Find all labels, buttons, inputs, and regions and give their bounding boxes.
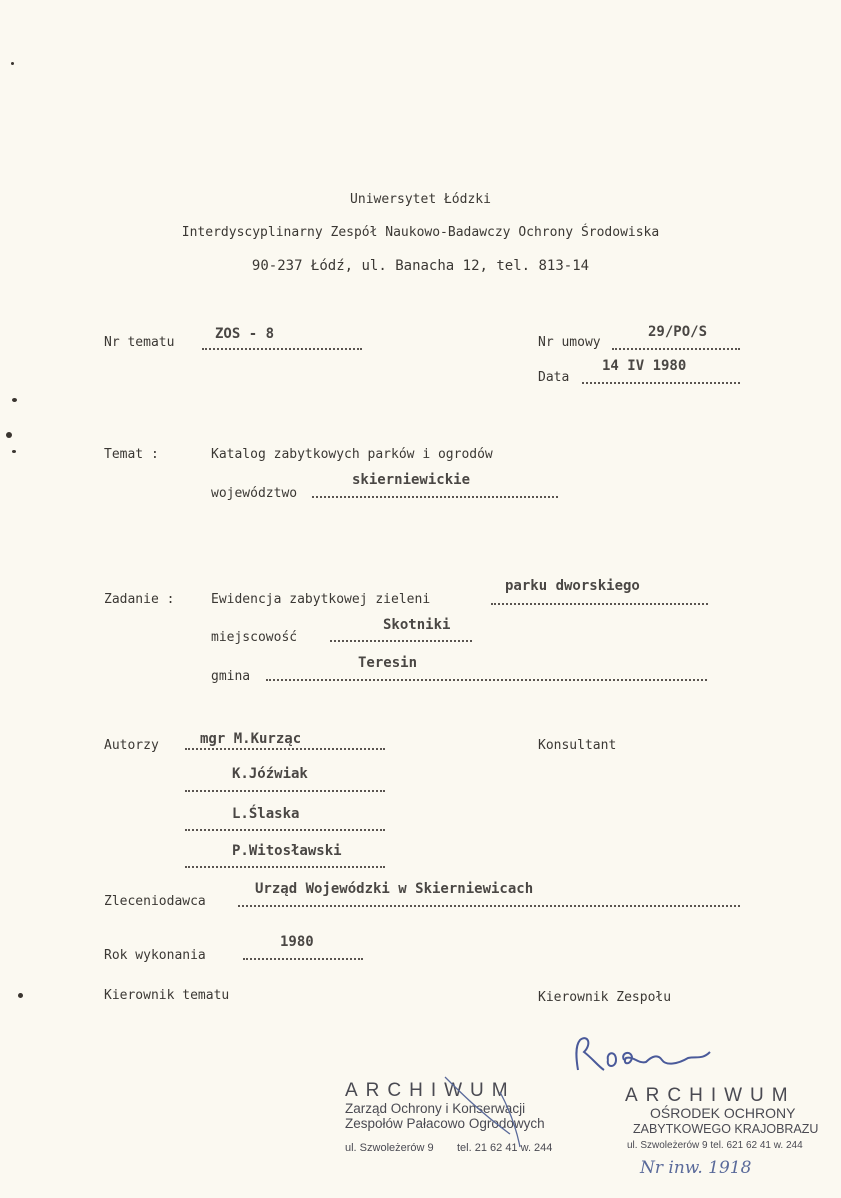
stamp-left-phone: tel. 21 62 41 w. 244 bbox=[457, 1142, 553, 1154]
dotted-line bbox=[185, 790, 385, 792]
data-value: 14 IV 1980 bbox=[602, 358, 687, 374]
dotted-line bbox=[238, 905, 740, 907]
inventory-note: Nr inw. 1918 bbox=[640, 1158, 752, 1178]
dotted-line bbox=[185, 866, 385, 868]
stamp-right-line: ul. Szwoleżerów 9 tel. 621 62 41 w. 244 bbox=[627, 1140, 803, 1151]
stamp-left-line: Zespołów Pałacowo Ogrodowych bbox=[345, 1116, 545, 1131]
gmina-value: Teresin bbox=[358, 655, 418, 671]
miejscowosc-label: miejscowość bbox=[211, 630, 298, 645]
stamp-left-line: Zarząd Ochrony i Konserwacji bbox=[345, 1101, 526, 1116]
stamp-left-title: ARCHIWUM bbox=[345, 1080, 516, 1101]
dotted-line bbox=[202, 348, 362, 350]
autorzy-label: Autorzy bbox=[104, 738, 159, 753]
paper-speck bbox=[18, 993, 23, 998]
author-name: L.Ślaska bbox=[232, 806, 300, 822]
stamp-overwrite-lines bbox=[440, 1072, 553, 1154]
nr-umowy-value: 29/PO/S bbox=[648, 324, 708, 340]
zadanie-text: Ewidencja zabytkowej zieleni bbox=[211, 592, 431, 607]
wojewodztwo-value: skierniewickie bbox=[352, 472, 471, 488]
stamp-left-address: ul. Szwoleżerów 9 bbox=[345, 1142, 434, 1154]
paper-speck bbox=[11, 62, 14, 65]
zleceniodawca-value: Urząd Wojewódzki w Skierniewicach bbox=[255, 881, 534, 897]
zadanie-value: parku dworskiego bbox=[505, 578, 640, 594]
dotted-line bbox=[612, 348, 740, 350]
temat-text: Katalog zabytkowych parków i ogrodów bbox=[211, 447, 493, 462]
nr-tematu-value: ZOS - 8 bbox=[215, 326, 275, 342]
stamp-right-line: ZABYTKOWEGO KRAJOBRAZU bbox=[633, 1122, 819, 1136]
zleceniodawca-label: Zleceniodawca bbox=[104, 894, 206, 909]
dotted-line bbox=[185, 748, 385, 750]
dotted-line bbox=[582, 382, 740, 384]
stamp-right-title: ARCHIWUM bbox=[625, 1085, 796, 1106]
dotted-line bbox=[243, 958, 363, 960]
signature bbox=[570, 1030, 720, 1080]
wojewodztwo-label: województwo bbox=[211, 486, 298, 501]
rok-value: 1980 bbox=[280, 934, 314, 950]
dotted-line bbox=[312, 496, 558, 498]
nr-tematu-label: Nr tematu bbox=[104, 335, 175, 350]
institution-unit: Interdyscyplinarny Zespół Naukowo-Badawczy Ochrony Środowiska bbox=[181, 225, 660, 240]
paper-speck bbox=[12, 398, 17, 402]
nr-umowy-label: Nr umowy bbox=[538, 335, 601, 350]
paper-speck bbox=[6, 432, 12, 438]
konsultant-label: Konsultant bbox=[538, 738, 617, 753]
dotted-line bbox=[330, 640, 472, 642]
institution-address: 90-237 Łódź, ul. Banacha 12, tel. 813-14 bbox=[251, 258, 590, 274]
dotted-line bbox=[491, 603, 708, 605]
dotted-line bbox=[185, 829, 385, 831]
kierownik-tematu-label: Kierownik tematu bbox=[104, 988, 230, 1003]
dotted-line bbox=[266, 679, 707, 681]
miejscowosc-value: Skotniki bbox=[383, 617, 451, 633]
paper-speck bbox=[12, 450, 16, 453]
temat-label: Temat : bbox=[104, 447, 159, 462]
gmina-label: gmina bbox=[211, 669, 251, 684]
stamp-right-line: OŚRODEK OCHRONY bbox=[650, 1105, 796, 1121]
rok-label: Rok wykonania bbox=[104, 948, 206, 963]
author-name: mgr M.Kurząc bbox=[200, 731, 302, 747]
zadanie-label: Zadanie : bbox=[104, 592, 175, 607]
author-name: K.Jóźwiak bbox=[232, 766, 308, 782]
author-name: P.Witosławski bbox=[232, 843, 342, 859]
institution-name: Uniwersytet Łódzki bbox=[350, 192, 491, 207]
data-label: Data bbox=[538, 370, 570, 385]
kierownik-zespolu-label: Kierownik Zespołu bbox=[538, 990, 672, 1005]
